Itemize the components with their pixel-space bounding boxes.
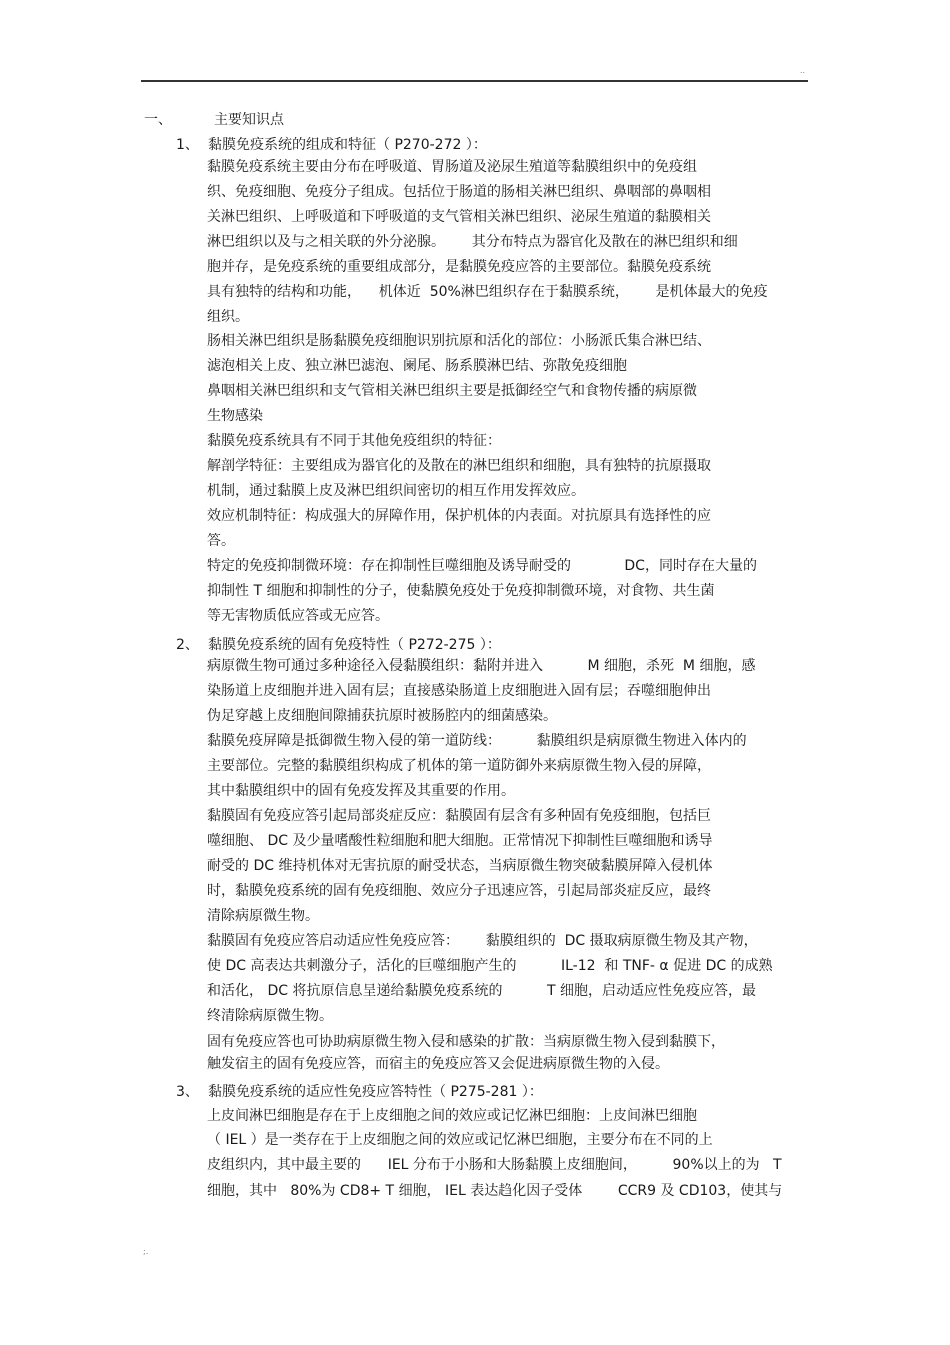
text-line: 清除病原微生物。 <box>207 908 319 924</box>
text-line: 病原微生物可通过多种途径入侵黏膜组织：黏附并进入 M 细胞，杀死 M 细胞，感 <box>207 658 756 674</box>
text-line: 胞并存，是免疫系统的重要组成部分，是黏膜免疫应答的主要部位。黏膜免疫系统 <box>207 259 711 275</box>
text-line: 触发宿主的固有免疫应答，而宿主的免疫应答又会促进病原微生物的入侵。 <box>207 1056 669 1072</box>
text-line: 具有独特的结构和功能， 机体近 50%淋巴组织存在于黏膜系统， 是机体最大的免疫 <box>207 284 768 300</box>
text-line: 生物感染 <box>207 408 263 424</box>
text-line: 黏膜免疫系统主要由分布在呼吸道、胃肠道及泌尿生殖道等黏膜组织中的免疫组 <box>207 159 697 175</box>
text-line: 噬细胞、 DC 及少量嗜酸性粒细胞和肥大细胞。正常情况下抑制性巨噬细胞和诱导 <box>207 833 713 849</box>
text-line: 滤泡相关上皮、独立淋巴滤泡、阑尾、肠系膜淋巴结、弥散免疫细胞 <box>207 358 627 374</box>
paragraph <box>207 654 807 729</box>
paragraph <box>207 1031 807 1075</box>
text-line: （ IEL ）是一类存在于上皮细胞之间的效应或记忆淋巴细胞，主要分布在不同的上 <box>207 1132 713 1148</box>
text-line: 关淋巴组织、上呼吸道和下呼吸道的支气管相关淋巴组织、泌尿生殖道的黏膜相关 <box>207 209 711 225</box>
text-line: 皮组织内，其中最主要的 IEL 分布于小肠和大肠黏膜上皮细胞间， 90%以上的为 T <box>207 1157 782 1173</box>
paragraph <box>207 929 807 1029</box>
text-line: 织、免疫细胞、免疫分子组成。包括位于肠道的肠相关淋巴组织、鼻咽部的鼻咽相 <box>207 184 711 200</box>
section-title: 主要知识点 <box>214 112 284 128</box>
text-line: 等无害物质低应答或无应答。 <box>207 608 389 624</box>
text-line: 使 DC 高表达共刺激分子，活化的巨噬细胞产生的 IL-12 和 TNF- α 促进 DC 的成熟 <box>207 958 773 974</box>
paragraph <box>207 155 807 330</box>
paragraph <box>207 429 807 504</box>
text-line: 黏膜免疫系统具有不同于其他免疫组织的特征： <box>207 433 501 449</box>
text-line: 染肠道上皮细胞并进入固有层；直接感染肠道上皮细胞进入固有层；吞噬细胞伸出 <box>207 683 711 699</box>
subsection-number: 1、 <box>176 137 199 153</box>
text-line: 肠相关淋巴组织是肠黏膜免疫细胞识别抗原和活化的部位：小肠派氏集合淋巴结、 <box>207 333 711 349</box>
subsection-title <box>176 134 487 154</box>
text-line: 答。 <box>207 533 235 549</box>
subsection-number: 2、 <box>176 637 199 653</box>
text-line: 上皮间淋巴细胞是存在于上皮细胞之间的效应或记忆淋巴细胞：上皮间淋巴细胞 <box>207 1108 697 1124</box>
text-line: 固有免疫应答也可协助病原微生物入侵和感染的扩散：当病原微生物入侵到黏膜下， <box>207 1034 725 1050</box>
subsection-title-text: 黏膜免疫系统的固有免疫特性（ P272-275 ）： <box>208 637 501 653</box>
paragraph <box>207 804 807 929</box>
header-rule <box>141 80 808 82</box>
text-line: 组织。 <box>207 309 249 325</box>
paragraph <box>207 729 807 804</box>
text-line: 机制，通过黏膜上皮及淋巴组织间密切的相互作用发挥效应。 <box>207 483 585 499</box>
section-heading <box>144 109 284 129</box>
text-line: 黏膜免疫屏障是抵御微生物入侵的第一道防线： 黏膜组织是病原微生物进入体内的 <box>207 733 747 749</box>
section-number: 一、 <box>144 112 172 128</box>
text-line: 其中黏膜组织中的固有免疫发挥及其重要的作用。 <box>207 783 515 799</box>
subsection-title <box>176 1081 543 1101</box>
subsection-title-text: 黏膜免疫系统的适应性免疫应答特性（ P275-281 ）： <box>208 1084 543 1100</box>
paragraph <box>207 1104 807 1204</box>
subsection-title <box>176 634 501 654</box>
text-line: 耐受的 DC 维持机体对无害抗原的耐受状态，当病原微生物突破黏膜屏障入侵机体 <box>207 858 713 874</box>
text-line: 抑制性 T 细胞和抑制性的分子，使黏膜免疫处于免疫抑制微环境，对食物、共生菌 <box>207 583 715 599</box>
paragraph <box>207 554 807 629</box>
text-line: 主要部位。完整的黏膜组织构成了机体的第一道防御外来病原微生物入侵的屏障， <box>207 758 711 774</box>
text-line: 细胞，其中 80%为 CD8+ T 细胞， IEL 表达趋化因子受体 CCR9 及 CD103，使其与 <box>207 1183 783 1199</box>
text-line: 解剖学特征：主要组成为器官化的及散在的淋巴组织和细胞，具有独特的抗原摄取 <box>207 458 711 474</box>
header-mark: .. <box>800 66 806 75</box>
text-line: 和活化， DC 将抗原信息呈递给黏膜免疫系统的 T 细胞，启动适应性免疫应答，最 <box>207 983 756 999</box>
text-line: 时，黏膜免疫系统的固有免疫细胞、效应分子迅速应答，引起局部炎症反应，最终 <box>207 883 711 899</box>
text-line: 黏膜固有免疫应答启动适应性免疫应答： 黏膜组织的 DC 摄取病原微生物及其产物， <box>207 933 758 949</box>
paragraph <box>207 504 807 554</box>
text-line: 伪足穿越上皮细胞间隙捕获抗原时被肠腔内的细菌感染。 <box>207 708 557 724</box>
footer-mark: ;. <box>143 1247 149 1256</box>
paragraph <box>207 329 807 429</box>
text-line: 鼻咽相关淋巴组织和支气管相关淋巴组织主要是抵御经空气和食物传播的病原微 <box>207 383 697 399</box>
subsection-number: 3、 <box>176 1084 199 1100</box>
subsection-title-text: 黏膜免疫系统的组成和特征（ P270-272 ）： <box>208 137 487 153</box>
text-line: 黏膜固有免疫应答引起局部炎症反应：黏膜固有层含有多种固有免疫细胞，包括巨 <box>207 808 711 824</box>
text-line: 特定的免疫抑制微环境：存在抑制性巨噬细胞及诱导耐受的 DC，同时存在大量的 <box>207 558 757 574</box>
text-line: 效应机制特征：构成强大的屏障作用，保护机体的内表面。对抗原具有选择性的应 <box>207 508 711 524</box>
text-line: 淋巴组织以及与之相关联的外分泌腺。 其分布特点为器官化及散在的淋巴组织和细 <box>207 234 738 250</box>
text-line: 终清除病原微生物。 <box>207 1008 333 1024</box>
